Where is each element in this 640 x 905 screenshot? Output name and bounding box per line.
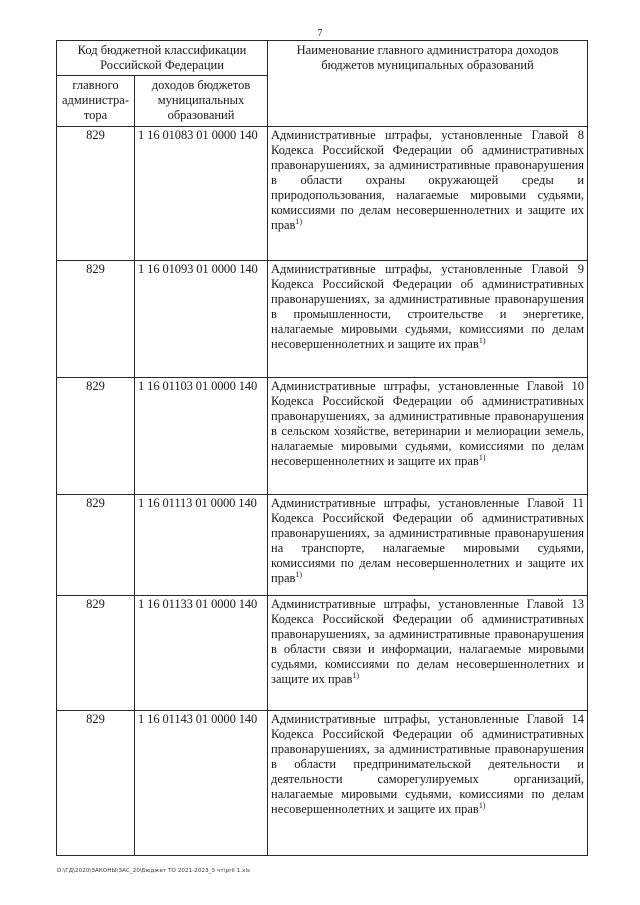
table-row <box>57 261 588 378</box>
description-text: Административные штрафы, установленные Главой 10 Кодекса Российской Федерации об административных правонарушениях, за административные правонарушения в сельском хозяйстве, ветеринарии и мелиорации земель, налагаемые мировыми судьями, комиссиями по делам несовершеннолетних и защите их прав <box>271 379 585 468</box>
admin-code-cell: 829 <box>57 378 135 495</box>
revenue-code-cell: 1 16 01113 01 0000 140 <box>135 495 268 596</box>
description-cell <box>268 261 588 378</box>
revenue-code-cell: 1 16 01083 01 0000 140 <box>135 127 268 261</box>
table-row <box>57 495 588 596</box>
description-text: Административные штрафы, установленные Главой 11 Кодекса Российской Федерации об административных правонарушениях, за административные правонарушения на транспорте, налагаемые мировыми судьями, комиссиями по делам несовершеннолетних и защите их прав <box>271 496 585 585</box>
revenue-admin-table <box>56 40 588 856</box>
table-row <box>57 596 588 711</box>
footnote-mark: 1) <box>478 335 486 345</box>
description-cell <box>268 378 588 495</box>
footnote-mark: 1) <box>478 452 486 462</box>
header-municipal-revenue: доходов бюджетов муниципальных образований <box>135 76 268 127</box>
table-row <box>57 378 588 495</box>
description-cell <box>268 127 588 261</box>
admin-code-cell: 829 <box>57 495 135 596</box>
footnote-mark: 1) <box>478 800 486 810</box>
file-path-footer: D:\ГД\2020\ЗАКОНЫ\ЗАС_20\Бюджет ТО 2021-2023_3 чт\pril 1.xls <box>57 868 251 874</box>
description-text: Административные штрафы, установленные Главой 9 Кодекса Российской Федерации об административных правонарушениях, за административные правонарушения в промышленности, строительстве и энергетике, налагаемые мировыми судьями, комиссиями по делам несовершеннолетних и защите их прав <box>271 262 585 351</box>
admin-code-cell: 829 <box>57 261 135 378</box>
footnote-mark: 1) <box>295 569 303 579</box>
admin-code-cell: 829 <box>57 711 135 856</box>
description-cell <box>268 711 588 856</box>
page-number: 7 <box>317 28 323 39</box>
description-cell <box>268 596 588 711</box>
table-header <box>57 41 588 127</box>
description-text: Административные штрафы, установленные Главой 13 Кодекса Российской Федерации об административных правонарушениях, за административные правонарушения в области связи и информации, налагаемые мировыми судьями, комиссиями по делам несовершеннолетних и защите их прав <box>271 597 585 686</box>
table-row <box>57 127 588 261</box>
header-admin-name: Наименование главного администратора доходов бюджетов муниципальных образований <box>268 41 588 127</box>
revenue-code-cell: 1 16 01103 01 0000 140 <box>135 378 268 495</box>
revenue-code-cell: 1 16 01143 01 0000 140 <box>135 711 268 856</box>
table-row <box>57 711 588 856</box>
footnote-mark: 1) <box>352 670 360 680</box>
admin-code-cell: 829 <box>57 127 135 261</box>
description-cell <box>268 495 588 596</box>
header-classification: Код бюджетной классификации Российской Федерации <box>57 41 268 76</box>
description-text: Административные штрафы, установленные Главой 8 Кодекса Российской Федерации об административных правонарушениях, за административные правонарушения в области охраны окружающей среды и природопользования, налагаемые мировыми судьями, комиссиями по делам несовершеннолетних и защите их прав <box>271 128 585 232</box>
description-text: Административные штрафы, установленные Главой 14 Кодекса Российской Федерации об административных правонарушениях, за административные правонарушения в области предпринимательской деятельности и деятельности саморегулируемых организаций, налагаемые мировыми судьями, комиссиями по делам несовершеннолетних и защите их прав <box>271 712 585 816</box>
revenue-code-cell: 1 16 01133 01 0000 140 <box>135 596 268 711</box>
table-body <box>57 127 588 856</box>
footnote-mark: 1) <box>295 216 303 226</box>
header-chief-admin: главного администра-тора <box>57 76 135 127</box>
admin-code-cell: 829 <box>57 596 135 711</box>
revenue-code-cell: 1 16 01093 01 0000 140 <box>135 261 268 378</box>
